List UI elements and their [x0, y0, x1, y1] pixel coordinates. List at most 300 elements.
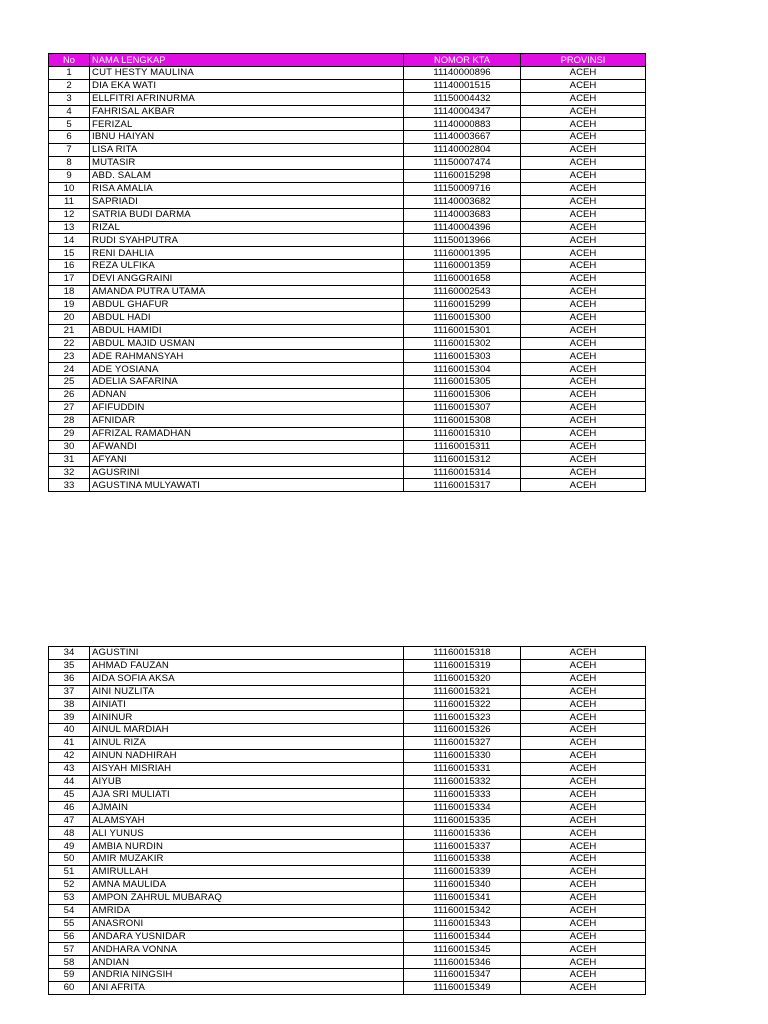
cell-province: ACEH [521, 711, 646, 724]
table-row [49, 814, 646, 827]
header-name: NAMA LENGKAP [90, 54, 404, 67]
table-row [49, 840, 646, 853]
table-row [49, 414, 646, 427]
cell-no: 30 [49, 440, 90, 453]
table-row [49, 208, 646, 221]
cell-no: 8 [49, 157, 90, 170]
cell-name: AINUL MARDIAH [90, 724, 404, 737]
cell-province: ACEH [521, 247, 646, 260]
cell-no: 54 [49, 904, 90, 917]
table-row [49, 247, 646, 260]
cell-name: AINUL RIZA [90, 737, 404, 750]
table-row [49, 66, 646, 79]
cell-name: ANDIAN [90, 956, 404, 969]
cell-no: 51 [49, 866, 90, 879]
cell-province: ACEH [521, 286, 646, 299]
cell-province: ACEH [521, 866, 646, 879]
cell-no: 22 [49, 337, 90, 350]
cell-no: 6 [49, 131, 90, 144]
cell-no: 47 [49, 814, 90, 827]
cell-name: REZA ULFIKA [90, 260, 404, 273]
cell-name: SATRIA BUDI DARMA [90, 208, 404, 221]
cell-kta: 11140004396 [404, 221, 521, 234]
table-row [49, 427, 646, 440]
cell-no: 50 [49, 853, 90, 866]
cell-no: 26 [49, 389, 90, 402]
cell-no: 38 [49, 698, 90, 711]
cell-no: 58 [49, 956, 90, 969]
table-row [49, 298, 646, 311]
cell-province: ACEH [521, 453, 646, 466]
cell-kta: 11160015335 [404, 814, 521, 827]
cell-province: ACEH [521, 801, 646, 814]
cell-name: ANDARA YUSNIDAR [90, 930, 404, 943]
cell-kta: 11160015344 [404, 930, 521, 943]
cell-name: ALI YUNUS [90, 827, 404, 840]
cell-name: AGUSRINI [90, 466, 404, 479]
cell-no: 24 [49, 363, 90, 376]
cell-province: ACEH [521, 440, 646, 453]
table-row [49, 350, 646, 363]
cell-kta: 11160015317 [404, 479, 521, 492]
cell-kta: 11160015321 [404, 685, 521, 698]
cell-kta: 11160015310 [404, 427, 521, 440]
table-row [49, 105, 646, 118]
cell-name: RUDI SYAHPUTRA [90, 234, 404, 247]
cell-no: 44 [49, 775, 90, 788]
cell-no: 17 [49, 273, 90, 286]
cell-province: ACEH [521, 208, 646, 221]
cell-province: ACEH [521, 750, 646, 763]
cell-kta: 11160001658 [404, 273, 521, 286]
cell-kta: 11160015339 [404, 866, 521, 879]
cell-name: ANDHARA VONNA [90, 943, 404, 956]
cell-province: ACEH [521, 827, 646, 840]
header-kta: NOMOR KTA [404, 54, 521, 67]
cell-province: ACEH [521, 337, 646, 350]
cell-name: RIZAL [90, 221, 404, 234]
cell-name: ANI AFRITA [90, 982, 404, 995]
cell-name: ADE YOSIANA [90, 363, 404, 376]
cell-kta: 11160015338 [404, 853, 521, 866]
table-row [49, 221, 646, 234]
cell-name: ANDRIA NINGSIH [90, 969, 404, 982]
cell-no: 31 [49, 453, 90, 466]
cell-kta: 11160015314 [404, 466, 521, 479]
cell-kta: 11160015312 [404, 453, 521, 466]
cell-kta: 11150004432 [404, 92, 521, 105]
cell-no: 52 [49, 879, 90, 892]
table-row [49, 853, 646, 866]
table-row [49, 956, 646, 969]
cell-no: 10 [49, 182, 90, 195]
table-row [49, 131, 646, 144]
cell-name: AFIFUDDIN [90, 402, 404, 415]
cell-no: 59 [49, 969, 90, 982]
cell-name: AHMAD FAUZAN [90, 659, 404, 672]
cell-no: 25 [49, 376, 90, 389]
cell-name: AININUR [90, 711, 404, 724]
cell-kta: 11160015303 [404, 350, 521, 363]
cell-province: ACEH [521, 775, 646, 788]
cell-no: 43 [49, 763, 90, 776]
table-row [49, 879, 646, 892]
cell-name: ANASRONI [90, 917, 404, 930]
cell-kta: 11160015346 [404, 956, 521, 969]
cell-kta: 11160015349 [404, 982, 521, 995]
cell-no: 5 [49, 118, 90, 131]
cell-name: ALAMSYAH [90, 814, 404, 827]
cell-no: 45 [49, 788, 90, 801]
cell-kta: 11160002543 [404, 286, 521, 299]
cell-kta: 11150007474 [404, 157, 521, 170]
cell-no: 13 [49, 221, 90, 234]
cell-kta: 11160015333 [404, 788, 521, 801]
cell-kta: 11160015319 [404, 659, 521, 672]
cell-province: ACEH [521, 389, 646, 402]
cell-name: ADNAN [90, 389, 404, 402]
cell-kta: 11160015320 [404, 672, 521, 685]
cell-province: ACEH [521, 195, 646, 208]
cell-no: 21 [49, 324, 90, 337]
cell-name: AMIRULLAH [90, 866, 404, 879]
cell-kta: 11140000883 [404, 118, 521, 131]
cell-kta: 11160015304 [404, 363, 521, 376]
cell-province: ACEH [521, 324, 646, 337]
table-row [49, 659, 646, 672]
cell-no: 29 [49, 427, 90, 440]
cell-no: 39 [49, 711, 90, 724]
cell-kta: 11140003682 [404, 195, 521, 208]
cell-province: ACEH [521, 402, 646, 415]
cell-province: ACEH [521, 131, 646, 144]
cell-province: ACEH [521, 273, 646, 286]
cell-no: 46 [49, 801, 90, 814]
table-row [49, 827, 646, 840]
cell-kta: 11160015323 [404, 711, 521, 724]
table-row [49, 775, 646, 788]
table-row [49, 286, 646, 299]
cell-no: 42 [49, 750, 90, 763]
cell-province: ACEH [521, 157, 646, 170]
cell-no: 56 [49, 930, 90, 943]
cell-province: ACEH [521, 182, 646, 195]
cell-name: AJMAIN [90, 801, 404, 814]
table-row [49, 466, 646, 479]
cell-kta: 11140003667 [404, 131, 521, 144]
cell-province: ACEH [521, 92, 646, 105]
cell-province: ACEH [521, 221, 646, 234]
cell-province: ACEH [521, 363, 646, 376]
cell-no: 14 [49, 234, 90, 247]
cell-name: MUTASIR [90, 157, 404, 170]
cell-province: ACEH [521, 311, 646, 324]
cell-name: AMBIA NURDIN [90, 840, 404, 853]
cell-name: AJA SRI MULIATI [90, 788, 404, 801]
cell-kta: 11140001515 [404, 79, 521, 92]
cell-no: 35 [49, 659, 90, 672]
table-row [49, 737, 646, 750]
cell-no: 1 [49, 66, 90, 79]
cell-no: 57 [49, 943, 90, 956]
cell-kta: 11160015342 [404, 904, 521, 917]
cell-no: 55 [49, 917, 90, 930]
cell-province: ACEH [521, 814, 646, 827]
cell-name: FAHRISAL AKBAR [90, 105, 404, 118]
table-row [49, 260, 646, 273]
cell-name: AFRIZAL RAMADHAN [90, 427, 404, 440]
cell-no: 19 [49, 298, 90, 311]
cell-name: AMPON ZAHRUL MUBARAQ [90, 891, 404, 904]
cell-no: 2 [49, 79, 90, 92]
cell-kta: 11160015343 [404, 917, 521, 930]
cell-province: ACEH [521, 170, 646, 183]
cell-name: AMANDA PUTRA UTAMA [90, 286, 404, 299]
table-row [49, 711, 646, 724]
cell-province: ACEH [521, 144, 646, 157]
cell-province: ACEH [521, 414, 646, 427]
table-row [49, 273, 646, 286]
cell-kta: 11160015337 [404, 840, 521, 853]
cell-name: AIDA SOFIA AKSA [90, 672, 404, 685]
table-row [49, 788, 646, 801]
cell-kta: 11160015300 [404, 311, 521, 324]
cell-name: RENI DAHLIA [90, 247, 404, 260]
cell-kta: 11140004347 [404, 105, 521, 118]
header-province: PROVINSI [521, 54, 646, 67]
cell-province: ACEH [521, 350, 646, 363]
cell-no: 11 [49, 195, 90, 208]
cell-no: 7 [49, 144, 90, 157]
cell-name: ABDUL HAMIDI [90, 324, 404, 337]
cell-kta: 11160015318 [404, 647, 521, 660]
cell-no: 32 [49, 466, 90, 479]
cell-province: ACEH [521, 969, 646, 982]
cell-kta: 11160015299 [404, 298, 521, 311]
cell-province: ACEH [521, 737, 646, 750]
table-row [49, 402, 646, 415]
member-table-2 [48, 646, 646, 995]
table-row [49, 479, 646, 492]
cell-name: AMIR MUZAKIR [90, 853, 404, 866]
cell-province: ACEH [521, 982, 646, 995]
cell-no: 41 [49, 737, 90, 750]
table-row [49, 763, 646, 776]
cell-province: ACEH [521, 891, 646, 904]
cell-province: ACEH [521, 298, 646, 311]
member-table-1-body [49, 66, 646, 491]
table-row [49, 324, 646, 337]
cell-kta: 11140000896 [404, 66, 521, 79]
table-header-row [49, 54, 646, 67]
cell-province: ACEH [521, 79, 646, 92]
cell-no: 27 [49, 402, 90, 415]
table-row [49, 182, 646, 195]
cell-kta: 11160015311 [404, 440, 521, 453]
cell-province: ACEH [521, 659, 646, 672]
table-row [49, 157, 646, 170]
cell-kta: 11160015326 [404, 724, 521, 737]
table-row [49, 891, 646, 904]
cell-name: ELLFITRI AFRINURMA [90, 92, 404, 105]
cell-province: ACEH [521, 685, 646, 698]
cell-name: ABDUL HADI [90, 311, 404, 324]
table-row [49, 982, 646, 995]
cell-name: ADE RAHMANSYAH [90, 350, 404, 363]
cell-province: ACEH [521, 763, 646, 776]
table-row [49, 92, 646, 105]
table-row [49, 685, 646, 698]
cell-province: ACEH [521, 118, 646, 131]
table-row [49, 337, 646, 350]
cell-province: ACEH [521, 672, 646, 685]
table-row [49, 453, 646, 466]
table-row [49, 170, 646, 183]
cell-kta: 11160015306 [404, 389, 521, 402]
cell-province: ACEH [521, 840, 646, 853]
cell-province: ACEH [521, 788, 646, 801]
cell-province: ACEH [521, 904, 646, 917]
cell-no: 15 [49, 247, 90, 260]
header-no: No [49, 54, 90, 67]
cell-name: AFYANI [90, 453, 404, 466]
cell-province: ACEH [521, 647, 646, 660]
cell-name: AMNA MAULIDA [90, 879, 404, 892]
cell-kta: 11160015322 [404, 698, 521, 711]
cell-no: 23 [49, 350, 90, 363]
cell-kta: 11160015308 [404, 414, 521, 427]
cell-name: AFNIDAR [90, 414, 404, 427]
table-row [49, 144, 646, 157]
cell-province: ACEH [521, 234, 646, 247]
member-table-2-body [49, 647, 646, 995]
cell-name: AFWANDI [90, 440, 404, 453]
table-row [49, 904, 646, 917]
cell-no: 40 [49, 724, 90, 737]
cell-province: ACEH [521, 260, 646, 273]
cell-kta: 11160015336 [404, 827, 521, 840]
cell-name: ADELIA SAFARINA [90, 376, 404, 389]
table-row [49, 118, 646, 131]
table-row [49, 376, 646, 389]
table-row [49, 672, 646, 685]
cell-province: ACEH [521, 105, 646, 118]
table-row [49, 930, 646, 943]
table-row [49, 750, 646, 763]
cell-name: ABDUL MAJID USMAN [90, 337, 404, 350]
cell-kta: 11160015340 [404, 879, 521, 892]
cell-no: 48 [49, 827, 90, 840]
cell-kta: 11140002804 [404, 144, 521, 157]
cell-kta: 11160015334 [404, 801, 521, 814]
cell-name: AINUN NADHIRAH [90, 750, 404, 763]
table-row [49, 363, 646, 376]
cell-name: AMRIDA [90, 904, 404, 917]
cell-name: CUT HESTY MAULINA [90, 66, 404, 79]
cell-no: 16 [49, 260, 90, 273]
cell-name: ABD. SALAM [90, 170, 404, 183]
cell-kta: 11150009716 [404, 182, 521, 195]
table-row [49, 917, 646, 930]
table-row [49, 440, 646, 453]
cell-no: 12 [49, 208, 90, 221]
cell-name: AIYUB [90, 775, 404, 788]
cell-no: 49 [49, 840, 90, 853]
cell-kta: 11160001395 [404, 247, 521, 260]
cell-name: DEVI ANGGRAINI [90, 273, 404, 286]
cell-kta: 11160015302 [404, 337, 521, 350]
table-row [49, 943, 646, 956]
cell-province: ACEH [521, 466, 646, 479]
cell-province: ACEH [521, 479, 646, 492]
cell-kta: 11140003683 [404, 208, 521, 221]
table-row [49, 969, 646, 982]
cell-province: ACEH [521, 930, 646, 943]
cell-name: AINIATI [90, 698, 404, 711]
cell-kta: 11160015298 [404, 170, 521, 183]
cell-province: ACEH [521, 917, 646, 930]
cell-no: 34 [49, 647, 90, 660]
table-row [49, 698, 646, 711]
cell-kta: 11150013966 [404, 234, 521, 247]
cell-name: LISA RITA [90, 144, 404, 157]
cell-name: ABDUL GHAFUR [90, 298, 404, 311]
cell-name: SAPRIADI [90, 195, 404, 208]
cell-province: ACEH [521, 853, 646, 866]
cell-kta: 11160015347 [404, 969, 521, 982]
table-row [49, 866, 646, 879]
cell-province: ACEH [521, 724, 646, 737]
cell-kta: 11160015301 [404, 324, 521, 337]
cell-kta: 11160015332 [404, 775, 521, 788]
cell-no: 36 [49, 672, 90, 685]
cell-no: 53 [49, 891, 90, 904]
cell-name: RISA AMALIA [90, 182, 404, 195]
cell-no: 37 [49, 685, 90, 698]
cell-name: DIA EKA WATI [90, 79, 404, 92]
cell-kta: 11160001359 [404, 260, 521, 273]
cell-kta: 11160015305 [404, 376, 521, 389]
table-row [49, 801, 646, 814]
cell-no: 18 [49, 286, 90, 299]
cell-kta: 11160015345 [404, 943, 521, 956]
table-row [49, 79, 646, 92]
table-row [49, 389, 646, 402]
cell-name: AINI NUZLITA [90, 685, 404, 698]
table-row [49, 647, 646, 660]
cell-no: 28 [49, 414, 90, 427]
cell-province: ACEH [521, 427, 646, 440]
cell-kta: 11160015327 [404, 737, 521, 750]
cell-province: ACEH [521, 376, 646, 389]
cell-kta: 11160015331 [404, 763, 521, 776]
cell-name: FERIZAL [90, 118, 404, 131]
cell-province: ACEH [521, 956, 646, 969]
cell-province: ACEH [521, 879, 646, 892]
cell-kta: 11160015330 [404, 750, 521, 763]
cell-name: AGUSTINA MULYAWATI [90, 479, 404, 492]
table-row [49, 724, 646, 737]
member-table-1 [48, 53, 646, 492]
cell-province: ACEH [521, 698, 646, 711]
cell-no: 4 [49, 105, 90, 118]
cell-name: AGUSTINI [90, 647, 404, 660]
cell-no: 60 [49, 982, 90, 995]
cell-name: AISYAH MISRIAH [90, 763, 404, 776]
table-row [49, 195, 646, 208]
cell-kta: 11160015341 [404, 891, 521, 904]
cell-province: ACEH [521, 66, 646, 79]
